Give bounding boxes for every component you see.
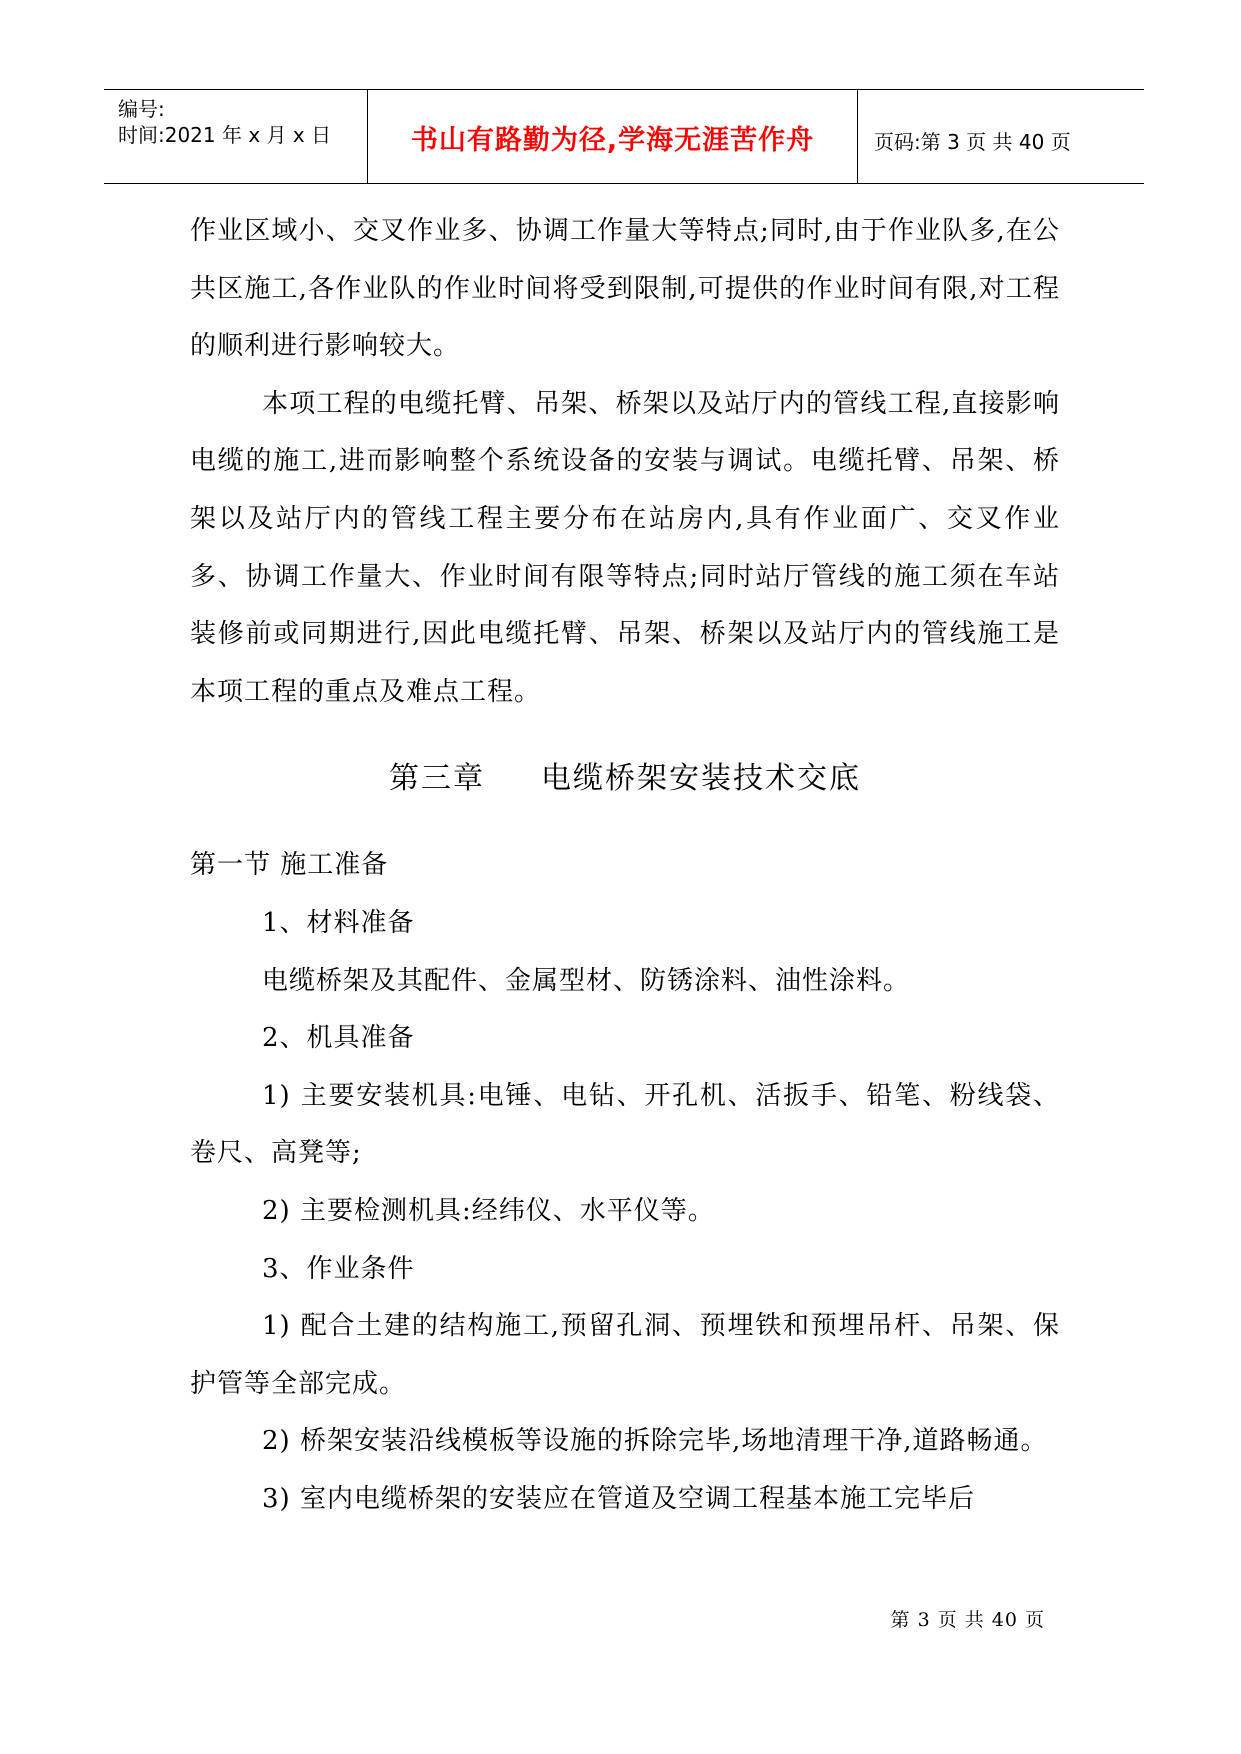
item-1-heading: 1、材料准备 (262, 907, 415, 938)
page-header (104, 89, 1144, 184)
section-heading: 第一节 施工准备 (190, 850, 389, 881)
item-3-heading: 3、作业条件 (262, 1253, 415, 1284)
paragraph-1: 作业区域小、交叉作业多、协调工作量大等特点;同时,由于作业队多,在公共区施工,各作业队的作业时间将受到限制,可提供的作业时间有限,对工程的顺利进行影响较大。 (190, 216, 1060, 362)
chapter-number: 第三章 (389, 761, 485, 797)
item-1-text: 电缆桥架及其配件、金属型材、防锈涂料、油性涂料。 (262, 965, 911, 996)
item-2-1: 1) 主要安装机具:电锤、电钻、开孔机、活扳手、铅笔、粉线袋、卷尺、高凳等; (190, 1080, 1060, 1169)
doc-time-label: 时间:2021 年 x 月 x 日 (118, 123, 332, 147)
document-body (190, 203, 1060, 1528)
item-2-2: 2) 主要检测机具:经纬仪、水平仪等。 (262, 1195, 715, 1226)
item-3-3: 3) 室内电缆桥架的安装应在管道及空调工程基本施工完毕后 (262, 1483, 975, 1514)
item-3-2: 2) 桥架安装沿线模板等设施的拆除完毕,场地清理干净,道路畅通。 (262, 1426, 1048, 1457)
doc-number-label: 编号: (118, 97, 165, 121)
paragraph-2: 本项工程的电缆托臂、吊架、桥架以及站厅内的管线工程,直接影响电缆的施工,进而影响整个系统设备的安装与调试。电缆托臂、吊架、桥架以及站厅内的管线工程主要分布在站房内,具有作业面广、交叉作业多、协调工作量大、作业时间有限等特点;同时站厅管线的施工须在车站装修前或同期进行,因此电缆托臂、吊架、桥架以及站厅内的管线施工是本项工程的重点及难点工程。 (190, 388, 1060, 707)
chapter-title: 电缆桥架安装技术交底 (541, 761, 861, 797)
header-page-number: 页码:第 3 页 共 40 页 (874, 130, 1071, 154)
item-3-1: 1) 配合土建的结构施工,预留孔洞、预埋铁和预埋吊杆、吊架、保护管等全部完成。 (190, 1311, 1060, 1399)
header-meta (118, 96, 331, 148)
item-2-heading: 2、机具准备 (262, 1023, 415, 1054)
header-divider-right (857, 90, 858, 183)
page-footer: 第 3 页 共 40 页 (890, 1609, 1045, 1631)
chapter-heading (190, 757, 1060, 801)
header-motto: 书山有路勤为径,学海无涯苦作舟 (410, 125, 815, 156)
